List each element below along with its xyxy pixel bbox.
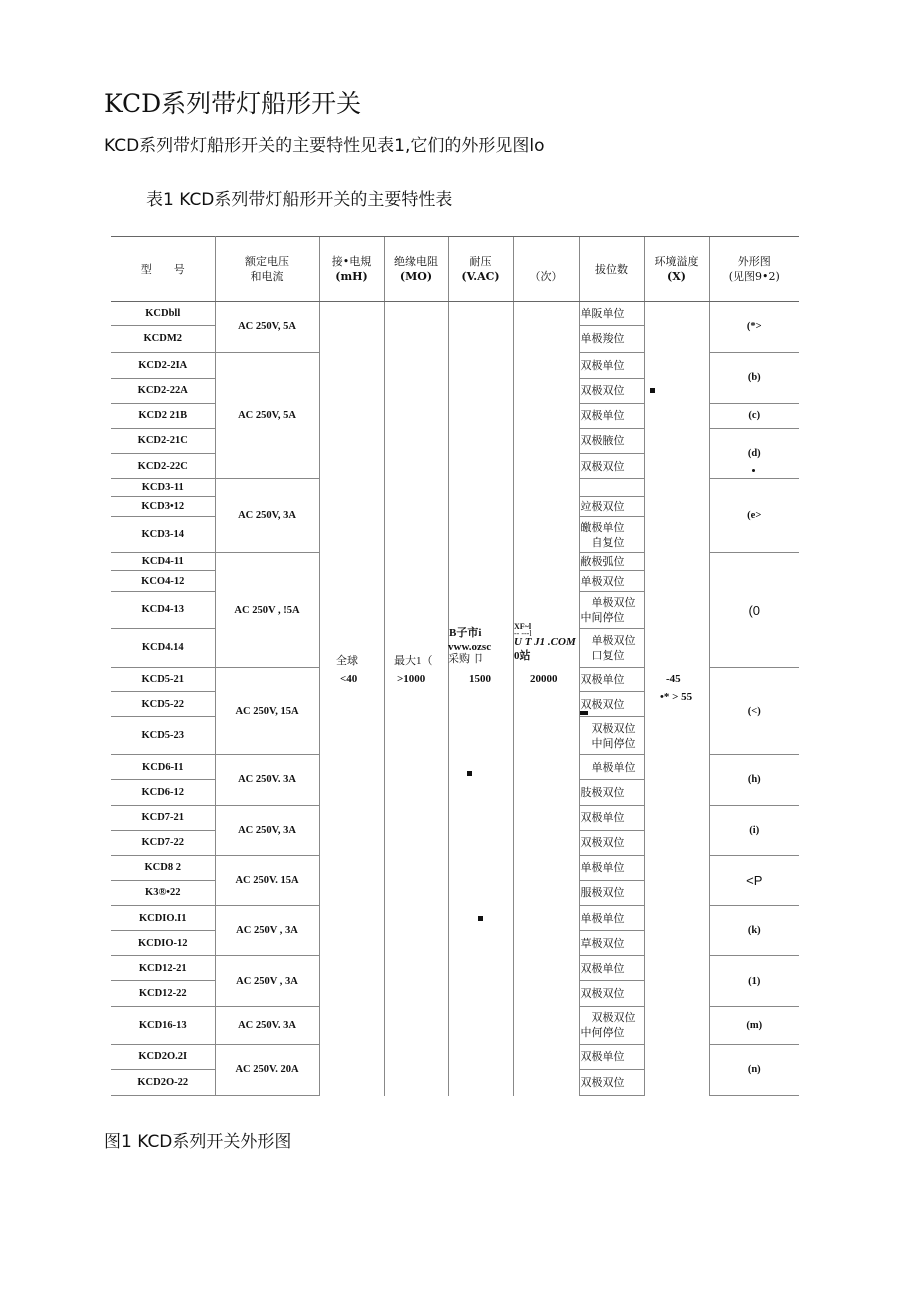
shape-cell: (i) xyxy=(709,805,799,855)
mark-dot xyxy=(752,469,755,472)
shape-cell: (n) xyxy=(709,1044,799,1095)
model-cell: KCD2-22C xyxy=(111,453,215,478)
model-cell: KCD5-21 xyxy=(111,667,215,691)
header-model: 型 号 xyxy=(111,237,215,302)
insulation-merged-2: >1000 xyxy=(397,673,426,685)
shape-cell: <P xyxy=(709,855,799,905)
model-cell: KCD3-14 xyxy=(111,517,215,553)
rating-cell: AC 250V, 15A xyxy=(215,667,319,754)
positions-cell: 双极单位 xyxy=(579,956,644,981)
insulation-merged-1: 最大1（ xyxy=(394,655,433,667)
model-cell: KCD5-22 xyxy=(111,692,215,717)
mark-square xyxy=(580,711,588,715)
model-cell: KCD2 21B xyxy=(111,403,215,428)
insulation-merged-cell xyxy=(384,302,448,1096)
shape-cell: (h) xyxy=(709,755,799,805)
positions-cell: 双极腋位 xyxy=(579,428,644,453)
header-rating: 额定电压 和电流 xyxy=(215,237,319,302)
model-cell: KCDIO.I1 xyxy=(111,905,215,930)
positions-cell: 单极双位 口复位 xyxy=(579,628,644,667)
positions-cell: 单极双位 中间停位 xyxy=(579,591,644,628)
shape-cell: (d) xyxy=(709,428,799,478)
model-cell: KCD3-11 xyxy=(111,479,215,497)
rating-cell: AC 250V. 3A xyxy=(215,1007,319,1044)
watermark-line-1: B子市i xyxy=(449,627,482,639)
positions-cell: 肢极双位 xyxy=(579,780,644,805)
contact-merged-1: 全球 xyxy=(336,655,358,667)
rating-cell: AC 250V , 3A xyxy=(215,956,319,1007)
positions-cell: 敝极弧位 xyxy=(579,553,644,571)
model-cell: KCD2O.2I xyxy=(111,1044,215,1069)
mark-square xyxy=(650,388,655,393)
positions-cell: 单极单位 xyxy=(579,855,644,880)
document-title: KCD系列带灯船形开关 xyxy=(104,89,362,118)
rating-cell: AC 250V, 3A xyxy=(215,479,319,553)
rating-cell: AC 250V, 3A xyxy=(215,805,319,855)
table-row xyxy=(111,302,799,326)
positions-cell: 双极双位 xyxy=(579,981,644,1007)
model-cell: KCD2-21C xyxy=(111,428,215,453)
spec-table xyxy=(111,236,799,1096)
figure-caption: 图1 KCD系列开关外形图 xyxy=(104,1132,292,1152)
positions-cell: 双极双位 xyxy=(579,378,644,403)
withstand-merged-cell xyxy=(448,302,513,1096)
positions-cell: 双极双位 xyxy=(579,1069,644,1095)
positions-cell: 双极双位 xyxy=(579,692,644,717)
header-withstand: 耐压 (V.AC) xyxy=(448,237,513,302)
positions-cell: 单阪单位 xyxy=(579,302,644,326)
watermark-line-3: 采购 卩 xyxy=(448,653,484,665)
model-cell: KCD2O-22 xyxy=(111,1069,215,1095)
watermark-line-7: 0站 xyxy=(514,650,531,662)
positions-cell xyxy=(579,479,644,497)
rating-cell: AC 250V, 5A xyxy=(215,352,319,479)
env-merged-2: •* > 55 xyxy=(660,691,693,703)
rating-cell: AC 250V , !5A xyxy=(215,553,319,668)
positions-cell: 双极单位 xyxy=(579,667,644,691)
positions-cell: 单极双位 xyxy=(579,571,644,591)
positions-cell: 单极单位 xyxy=(579,905,644,930)
positions-cell: 双极单位 xyxy=(579,805,644,830)
header-positions: 拔位数 xyxy=(579,237,644,302)
model-cell: KCD5-23 xyxy=(111,717,215,755)
shape-cell: (e> xyxy=(709,479,799,553)
positions-cell: 竝极双位 xyxy=(579,497,644,517)
positions-cell: 单极单位 xyxy=(579,755,644,780)
positions-cell: 单极羧位 xyxy=(579,326,644,352)
positions-cell: 双极双位 xyxy=(579,453,644,478)
model-cell: KCD2-22A xyxy=(111,378,215,403)
positions-cell: 双极双位 中何停位 xyxy=(579,1007,644,1044)
model-cell: KCD6-I1 xyxy=(111,755,215,780)
header-shape: 外形图 (见图9•2) xyxy=(709,237,799,302)
rating-cell: AC 250V, 5A xyxy=(215,302,319,352)
shape-cell: (0 xyxy=(709,553,799,668)
contact-merged-2: <40 xyxy=(340,673,358,685)
header-insulation: 绝缘电阻 (MO) xyxy=(384,237,448,302)
env-merged-1: -45 xyxy=(666,673,681,685)
model-cell: KCDM2 xyxy=(111,326,215,352)
shape-cell: (m) xyxy=(709,1007,799,1044)
intro-paragraph: KCD系列带灯船形开关的主要特性见表1,它们的外形见图lo xyxy=(104,136,545,156)
model-cell: KCD3•12 xyxy=(111,497,215,517)
model-cell: KCD4-13 xyxy=(111,591,215,628)
model-cell: KCD4.14 xyxy=(111,628,215,667)
model-cell: KCD12-21 xyxy=(111,956,215,981)
watermark-line-6: U T J1 .COM xyxy=(514,636,576,648)
positions-cell: 皦极单位 自复位 xyxy=(579,517,644,553)
shape-cell: (1) xyxy=(709,956,799,1007)
life-merged-2: 20000 xyxy=(530,673,558,685)
model-cell: KCO4-12 xyxy=(111,571,215,591)
contact-merged-cell xyxy=(319,302,384,1096)
model-cell: KCD7-22 xyxy=(111,830,215,855)
model-cell: KCD4-11 xyxy=(111,553,215,571)
shape-cell: (k) xyxy=(709,905,799,955)
table-caption: 表1 KCD系列带灯船形开关的主要特性表 xyxy=(146,190,453,210)
positions-cell: 双极单位 xyxy=(579,1044,644,1069)
model-cell: KCD12-22 xyxy=(111,981,215,1007)
watermark-line-2: vww.ozsc xyxy=(448,641,492,653)
header-env: 环境溢度 (X) xyxy=(644,237,709,302)
header-life: （次） xyxy=(513,237,579,302)
shape-cell: (*> xyxy=(709,302,799,352)
model-cell: KCD2-2IA xyxy=(111,352,215,378)
shape-cell: (b) xyxy=(709,352,799,403)
table-header-row xyxy=(111,237,799,302)
model-cell: KCDbll xyxy=(111,302,215,326)
shape-cell: (c) xyxy=(709,403,799,428)
model-cell: KCDIO-12 xyxy=(111,931,215,956)
watermark-line-5: -- ---l xyxy=(514,629,532,638)
mark-square xyxy=(478,916,483,921)
positions-cell: 双极单位 xyxy=(579,352,644,378)
rating-cell: AC 250V , 3A xyxy=(215,905,319,955)
positions-cell: 服极双位 xyxy=(579,880,644,905)
shape-cell: (<) xyxy=(709,667,799,754)
mark-square xyxy=(467,771,472,776)
model-cell: KCD6-12 xyxy=(111,780,215,805)
rating-cell: AC 250V. 20A xyxy=(215,1044,319,1095)
rating-cell: AC 250V. 3A xyxy=(215,755,319,805)
positions-cell: 双极单位 xyxy=(579,403,644,428)
life-merged-cell xyxy=(513,302,579,1096)
header-contact: 接•电規 (mH) xyxy=(319,237,384,302)
model-cell: KCD16-13 xyxy=(111,1007,215,1044)
positions-cell: 双极双位 中间停位 xyxy=(579,717,644,755)
positions-cell: 双极双位 xyxy=(579,830,644,855)
rating-cell: AC 250V. 15A xyxy=(215,855,319,905)
model-cell: K3®•22 xyxy=(111,880,215,905)
model-cell: KCD7-21 xyxy=(111,805,215,830)
positions-cell: 草极双位 xyxy=(579,931,644,956)
model-cell: KCD8 2 xyxy=(111,855,215,880)
withstand-merged-2: 1500 xyxy=(469,673,491,685)
watermark-line-4: XF~l xyxy=(514,622,532,631)
